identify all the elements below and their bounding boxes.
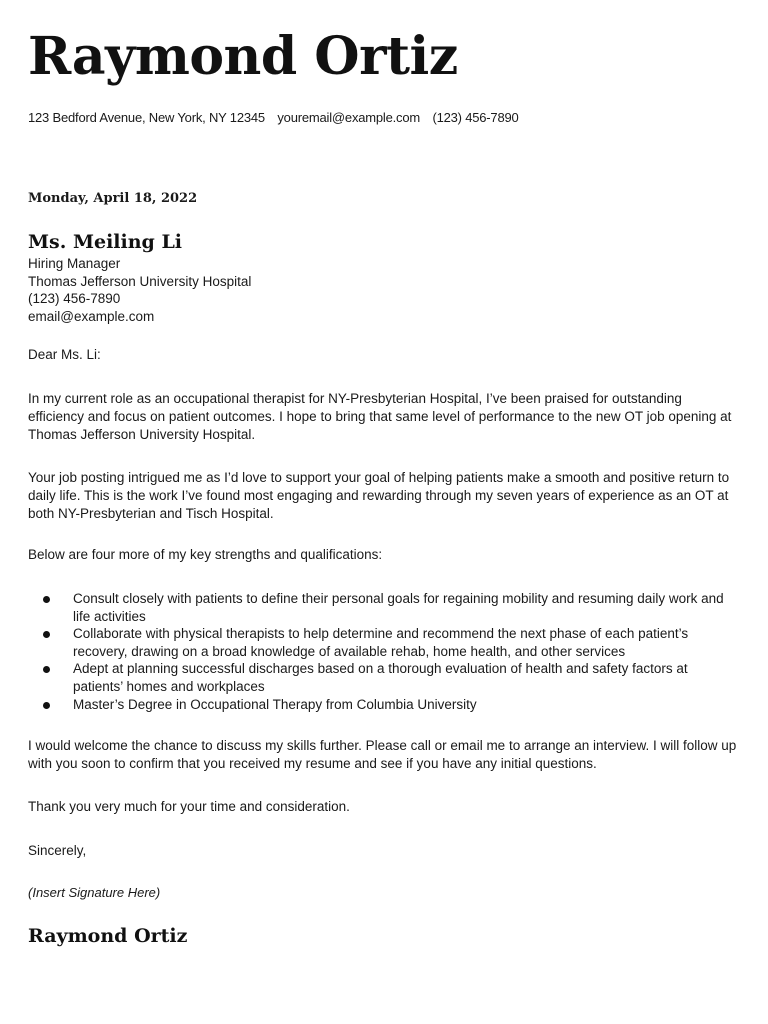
sender-address: 123 Bedford Avenue, New York, NY 12345 xyxy=(28,110,265,125)
recipient-organization: Thomas Jefferson University Hospital xyxy=(28,273,252,289)
list-item-text: Master’s Degree in Occupational Therapy from Columbia University xyxy=(73,696,477,712)
bullet-dot-icon xyxy=(43,631,50,638)
sender-contact-line xyxy=(28,109,528,127)
bullet-dot-icon xyxy=(43,596,50,603)
list-item xyxy=(28,696,740,714)
recipient-email: email@example.com xyxy=(28,308,155,324)
recipient-name: Ms. Meiling Li xyxy=(28,231,183,253)
sender-name-heading: Raymond Ortiz xyxy=(28,26,458,87)
recipient-phone: (123) 456-7890 xyxy=(28,291,121,307)
body-paragraph-4: I would welcome the chance to discuss my skills further. Please call or email me to arrange an interview. I will follow up with you soon to confirm that you received my resume and see if you have any initial questions. xyxy=(28,738,737,771)
list-item xyxy=(28,625,740,660)
closing: Sincerely, xyxy=(28,843,87,858)
list-item-text: Adept at planning successful discharges based on a thorough evaluation of health and safety factors at patients’ homes and workplaces xyxy=(73,661,688,694)
body-paragraph-5: Thank you very much for your time and consideration. xyxy=(28,799,350,814)
list-item xyxy=(28,590,740,625)
recipient-title: Hiring Manager xyxy=(28,256,121,271)
bullet-dot-icon xyxy=(43,666,50,673)
body-paragraph-3: Below are four more of my key strengths and qualifications: xyxy=(28,547,383,562)
body-paragraph-1: In my current role as an occupational therapist for NY-Presbyterian Hospital, I’ve been praised for outstanding efficiency and focus on patient outcomes. I hope to bring that same level of performance to the new OT job opening at Thomas Jefferson University Hospital. xyxy=(28,391,732,442)
list-item-text: Collaborate with physical therapists to help determine and recommend the next phase of each patient’s recovery, drawing on a broad knowledge of available rehab, home health, and other services xyxy=(73,626,689,659)
list-item xyxy=(28,660,740,695)
list-item-text: Consult closely with patients to define their personal goals for regaining mobility and resuming daily work and life activities xyxy=(73,591,724,624)
sender-phone: (123) 456-7890 xyxy=(432,110,519,125)
recipient-block xyxy=(28,229,251,325)
bullet-dot-icon xyxy=(43,702,50,709)
qualifications-list xyxy=(28,590,740,713)
body-paragraph-2: Your job posting intrigued me as I’d love to support your goal of helping patients make a smooth and positive return to daily life. This is the work I’ve found most engaging and rewarding through my seven years of experience as an OT at both NY-Presbyterian and Tisch Hospital. xyxy=(28,470,730,521)
signoff-name: Raymond Ortiz xyxy=(28,925,188,947)
letter-date: Monday, April 18, 2022 xyxy=(28,191,198,206)
signature-placeholder: (Insert Signature Here) xyxy=(28,885,161,900)
salutation: Dear Ms. Li: xyxy=(28,347,101,362)
sender-email: youremail@example.com xyxy=(277,110,421,125)
